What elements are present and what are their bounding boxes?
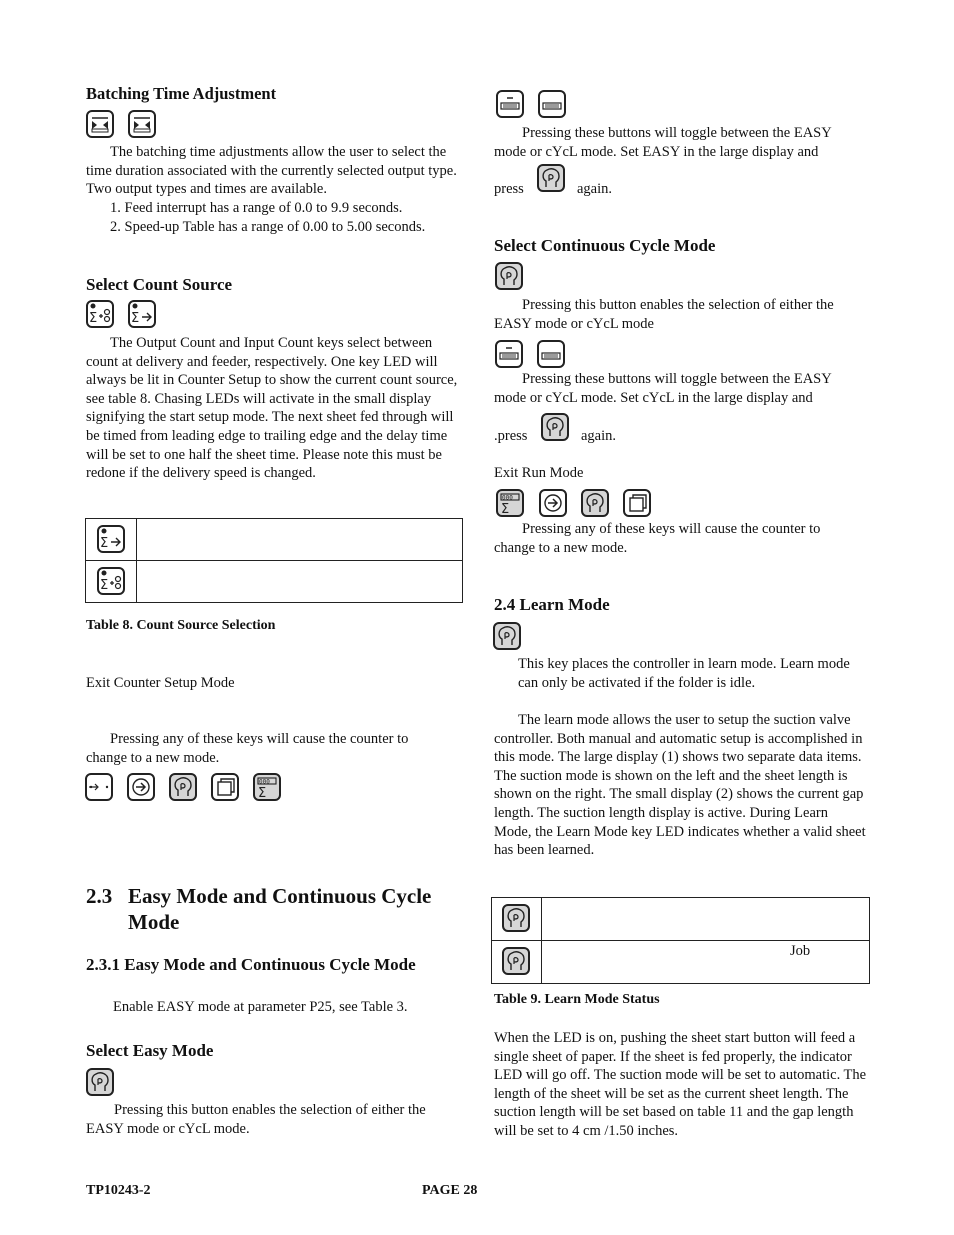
table-cell bbox=[492, 898, 542, 941]
total-key[interactable] bbox=[253, 773, 281, 801]
learn-key bbox=[502, 904, 530, 932]
display-dash-icon bbox=[498, 92, 522, 116]
exit-setup-label: Exit Counter Setup Mode bbox=[86, 675, 235, 691]
input-count-key bbox=[97, 567, 125, 595]
exit-run-label: Exit Run Mode bbox=[494, 465, 584, 481]
learn-key[interactable] bbox=[541, 413, 569, 441]
press-label: press bbox=[494, 181, 524, 197]
jog-key[interactable] bbox=[85, 773, 113, 801]
head-icon bbox=[504, 906, 528, 930]
easy-mode-heading: Select Easy Mode bbox=[86, 1041, 214, 1060]
up-display-key[interactable] bbox=[496, 90, 524, 118]
learn-key[interactable] bbox=[169, 773, 197, 801]
display-dash-icon bbox=[497, 342, 521, 366]
input-count-icon bbox=[88, 302, 112, 326]
head-icon bbox=[495, 624, 519, 648]
learn-key[interactable] bbox=[495, 262, 523, 290]
footer-page: PAGE 28 bbox=[422, 1183, 478, 1198]
learn-intro: This key places the controller in learn mode. Learn mode can only be activated if the folder is idle. bbox=[518, 656, 850, 691]
head-icon bbox=[171, 775, 195, 799]
head-icon bbox=[504, 949, 528, 973]
head-icon bbox=[543, 415, 567, 439]
learn-key bbox=[502, 947, 530, 975]
learn-mode-heading: 2.4 Learn Mode bbox=[494, 595, 610, 614]
output-count-key bbox=[97, 525, 125, 553]
batching-paragraph: The batching time adjustments allow the user to select the time duration associated with the currently selected output type. Two output types and times are available. bbox=[86, 144, 457, 198]
enable-easy-text: Enable EASY mode at parameter P25, see Table 3. bbox=[113, 999, 408, 1015]
batch-time-key-1[interactable] bbox=[86, 110, 114, 138]
continuous-paragraph: Pressing this button enables the selection of either the EASY mode or cYcL mode bbox=[494, 297, 834, 332]
learn-key[interactable] bbox=[86, 1068, 114, 1096]
head-icon bbox=[539, 166, 563, 190]
subsection-2-3-1-heading: 2.3.1 Easy Mode and Continuous Cycle Mode bbox=[86, 955, 416, 974]
arrow-circle-icon bbox=[129, 775, 153, 799]
run-key[interactable] bbox=[539, 489, 567, 517]
continuous-heading: Select Continuous Cycle Mode bbox=[494, 236, 716, 255]
batch-key[interactable] bbox=[623, 489, 651, 517]
output-count-icon bbox=[99, 527, 123, 551]
exit-setup-paragraph: Pressing any of these keys will cause the counter to change to a new mode. bbox=[86, 731, 409, 766]
exit-run-paragraph: Pressing any of these keys will cause the counter to change to a new mode. bbox=[494, 521, 821, 556]
input-count-icon bbox=[99, 569, 123, 593]
table-9-caption: Table 9. Learn Mode Status bbox=[494, 992, 660, 1007]
table-cell bbox=[86, 561, 137, 603]
up-display-key[interactable] bbox=[495, 340, 523, 368]
head-icon bbox=[583, 491, 607, 515]
table-cell bbox=[492, 941, 542, 984]
learn-status-table bbox=[491, 897, 870, 984]
batch-time-icon bbox=[88, 112, 112, 136]
learn-key[interactable] bbox=[537, 164, 565, 192]
output-count-key[interactable] bbox=[128, 300, 156, 328]
copy-icon bbox=[213, 775, 237, 799]
output-count-icon bbox=[130, 302, 154, 326]
section-title: Easy Mode and Continuous Cycle Mode bbox=[128, 884, 432, 934]
table-cell bbox=[542, 898, 870, 941]
total-sigma-icon bbox=[255, 775, 279, 799]
copy-icon bbox=[625, 491, 649, 515]
table-8-caption: Table 8. Count Source Selection bbox=[86, 618, 276, 633]
footer-doc-id: TP10243-2 bbox=[86, 1183, 151, 1198]
count-source-heading: Select Count Source bbox=[86, 275, 233, 294]
batching-heading: Batching Time Adjustment bbox=[86, 84, 277, 103]
batching-item-1: 1. Feed interrupt has a range of 0.0 to 9.9 seconds. bbox=[110, 200, 403, 216]
total-sigma-icon bbox=[498, 491, 522, 515]
learn-key[interactable] bbox=[493, 622, 521, 650]
again-label: again. bbox=[581, 428, 617, 444]
arrow-circle-icon bbox=[541, 491, 565, 515]
table-cell bbox=[542, 941, 870, 984]
head-icon bbox=[497, 264, 521, 288]
jog-icon bbox=[87, 775, 111, 799]
led-paragraph: When the LED is on, pushing the sheet start button will feed a single sheet of paper. If the sheet is fed properly, the indicator LED will go off. The suction mode will be set to automatic. The length of the sheet will be set as the current sheet length. The suction length will be set based on table 11 and the gap length will be set to 4 cm /1.50 inches. bbox=[494, 1030, 867, 1139]
toggle-cycl-paragraph: Pressing these buttons will toggle between the EASY mode or cYcL mode. Set cYcL in the large display and bbox=[494, 371, 832, 406]
down-display-key[interactable] bbox=[538, 90, 566, 118]
batch-time-icon bbox=[130, 112, 154, 136]
table-cell bbox=[86, 519, 137, 561]
display-icon bbox=[539, 342, 563, 366]
press-label: .press bbox=[494, 428, 528, 444]
input-count-key[interactable] bbox=[86, 300, 114, 328]
batching-item-2: 2. Speed-up Table has a range of 0.00 to 5.00 seconds. bbox=[110, 219, 426, 235]
table-cell bbox=[137, 519, 463, 561]
toggle-easy-paragraph: Pressing these buttons will toggle between the EASY mode or cYcL mode. Set EASY in the large display and bbox=[494, 125, 832, 160]
again-label: again. bbox=[577, 181, 613, 197]
easy-mode-paragraph: Pressing this button enables the selection of either the EASY mode or cYcL mode. bbox=[86, 1102, 426, 1137]
batch-time-key-2[interactable] bbox=[128, 110, 156, 138]
head-icon bbox=[88, 1070, 112, 1094]
table-cell bbox=[137, 561, 463, 603]
count-source-paragraph: The Output Count and Input Count keys select between count at delivery and feeder, respectively. One key LED will always be lit in Counter Setup to show the current count source, see table 8. Chasing LEDs will activate in the small display signifying the start setup mode. The next sheet fed through will be timed from leading edge to trailing edge and the delay time will be set to one half the sheet time. Please note this must be redone if the delivery speed is changed. bbox=[86, 335, 458, 482]
learn-key[interactable] bbox=[581, 489, 609, 517]
table-cell-text: Job bbox=[790, 943, 811, 959]
count-source-table bbox=[85, 518, 463, 603]
run-key[interactable] bbox=[127, 773, 155, 801]
section-number: 2.3 bbox=[86, 884, 113, 908]
total-key[interactable] bbox=[496, 489, 524, 517]
display-icon bbox=[540, 92, 564, 116]
learn-paragraph: The learn mode allows the user to setup the suction valve controller. Both manual and automatic setup is accomplished in this mode. The large display (1) shows two separate data items. The suction mode is shown on the left and the sheet length is shown on the right. The small display (2) shows the current gap length. The suction length display is active. During Learn Mode, the Learn Mode key LED indicates whether a valid sheet has been learned. bbox=[494, 712, 866, 859]
batch-key[interactable] bbox=[211, 773, 239, 801]
down-display-key[interactable] bbox=[537, 340, 565, 368]
